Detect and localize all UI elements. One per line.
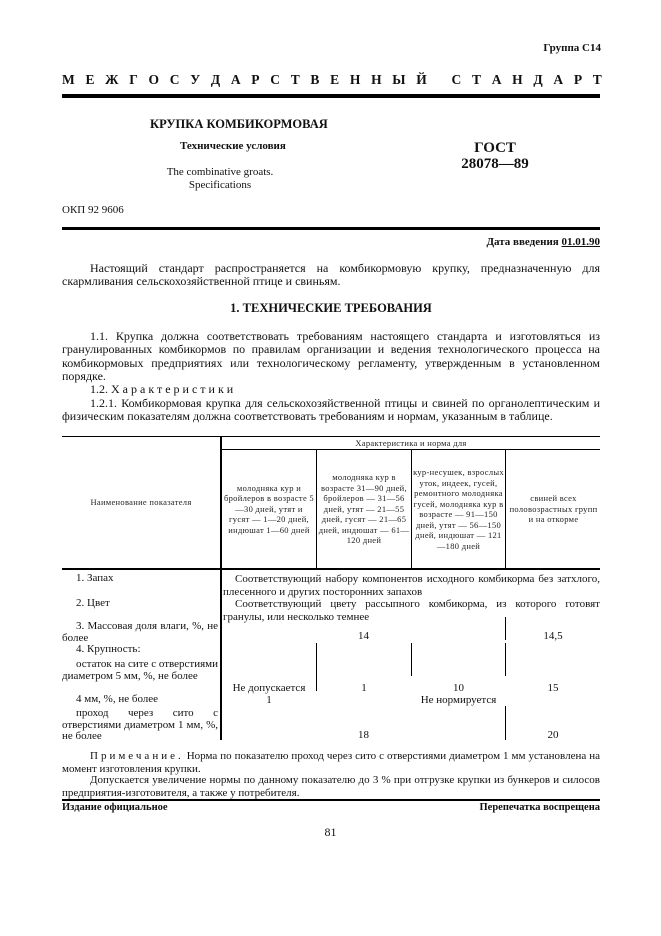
introduction-date — [486, 236, 600, 248]
banner-letter: Н — [512, 72, 523, 87]
banner-letter: М — [62, 72, 75, 87]
document-title: КРУПКА КОМБИКОРМОВАЯ — [150, 117, 328, 131]
banner-letter: Н — [371, 72, 382, 87]
banner-letter: А — [491, 72, 502, 87]
row-label-color: 2. Цвет — [76, 597, 110, 609]
okp-code: ОКП 92 9606 — [62, 204, 124, 216]
date-value: 01.01.90 — [561, 236, 600, 248]
row-label-moisture: 3. Массовая доля влаги, %, не более — [62, 620, 218, 644]
official-edition: Издание официальное — [62, 802, 168, 813]
banner-letter: Й — [416, 72, 427, 87]
col-divider-3 — [505, 449, 506, 568]
banner-letter: С — [270, 72, 280, 87]
residue-5mm-col1: Не допускается — [232, 682, 306, 694]
banner-letter: Ы — [392, 72, 406, 87]
clause-1-2-1: 1.2.1. Комбикормовая крупка для сельскохозяйственной птицы и свиней по органолептическим и физическим показателям должна соответствовать требованиям и нормам, указанным в таблице. — [62, 396, 600, 424]
banner-letter: Д — [533, 72, 543, 87]
banner-letter: У — [190, 72, 201, 87]
banner-letter: Т — [592, 72, 602, 87]
banner-letter: С — [451, 72, 462, 87]
date-label: Дата введения — [486, 236, 562, 248]
banner-letter: Т — [290, 72, 300, 87]
banner-letter: Г — [129, 72, 138, 87]
row-label-pass-1mm: проход через сито с отверстиями диаметром 1 мм, %, не более — [62, 707, 218, 742]
intro-paragraph: Настоящий стандарт распространяется на комбикормовую крупку, предназначенную для скармливания сельскохозяйственной птице и свиньям. — [62, 261, 600, 289]
row-label-residue-4mm: 4 мм, %, не более — [76, 693, 159, 705]
clause-1-2 — [62, 383, 600, 396]
banner-letter: Е — [85, 72, 95, 87]
banner-letter — [437, 72, 440, 88]
moisture-value-pigs: 14,5 — [543, 630, 563, 642]
col-divider-1 — [316, 449, 317, 568]
row-value-smell: Соответствующий набору компонентов исходного комбикорма без затхлого, плесенного и других посторонних запахов — [223, 573, 600, 598]
gost-label: ГОСТ — [474, 140, 516, 156]
document-subtitle: Технические условия — [180, 140, 286, 152]
col-header-name: Наименование показателя — [90, 497, 192, 508]
table-note-2: Допускается увеличение нормы по данному показателю до 3 % при отгрузке крупки из бункеров и силосов предприятия-изготовителя, а также у потребителя. — [62, 774, 600, 799]
header-rule — [62, 94, 600, 98]
moisture-value-birds: 14 — [358, 630, 369, 642]
standard-banner — [62, 72, 602, 88]
banner-letter: В — [310, 72, 320, 87]
note-label: Примечание. — [90, 750, 184, 762]
clause-1-2-number: 1.2. — [90, 382, 111, 396]
row-label-size: 4. Крупность: — [76, 643, 141, 655]
banner-letter: Р — [251, 72, 260, 87]
banner-letter: А — [553, 72, 564, 87]
body-divider-residue-3 — [505, 643, 506, 676]
english-title — [150, 166, 290, 192]
col-header-2: молодняка кур в возрасте 31—90 дней, бройлеров — 31—56 дней, утят — 21—55 дней, гусят — 21—65 дней, индюшат — 61—120 дней — [318, 472, 410, 546]
footer-rule — [62, 799, 600, 801]
table-note — [62, 750, 600, 775]
section-title: 1. ТЕХНИЧЕСКИЕ ТРЕБОВАНИЯ — [230, 301, 432, 315]
reprint-prohibited: Перепечатка воспрещена — [479, 802, 600, 813]
banner-letter: Ж — [105, 72, 119, 87]
clause-1-2-title: Характеристики — [111, 382, 237, 396]
residue-4mm-col1: 1 — [266, 694, 272, 706]
residue-5mm-col4: 15 — [547, 682, 559, 694]
col-divider-2 — [411, 449, 412, 568]
english-title-line2: Specifications — [188, 179, 252, 191]
gost-number: 28078—89 — [461, 156, 529, 172]
pass-1mm-pigs: 20 — [547, 729, 559, 741]
banner-letter: Р — [573, 72, 583, 87]
col-header-1: молодняка кур и бройлеров в возрасте 5—30 дней, утят и гусят — 1—20 дней, индюшат 1—60 дней — [224, 482, 314, 535]
body-divider-residue-2 — [411, 643, 412, 676]
row-value-color: Соответствующий цвету рассыпного комбикорма, из которого готовят гранулы, или несколько темнее — [223, 598, 600, 623]
row-label-residue-5mm: остаток на сите с отверстиями диаметром 5 мм, %, не более — [62, 658, 218, 682]
english-title-line1: The combinative groats. — [166, 166, 274, 178]
banner-letter: С — [169, 72, 180, 87]
banner-letter: Н — [349, 72, 361, 87]
banner-letter: Т — [472, 72, 482, 87]
banner-letter: Д — [210, 72, 221, 87]
col-header-3: кур-несушек, взрослых уток, индеек, гусей, ремонтного молодняка гусей, молодняка кур в возрасте — 91—150 дней, утят — 56—150 дней, индюшат — 121—180 дней — [413, 467, 504, 551]
note-text: Норма по показателю проход через сито с отверстиями диаметром 1 мм установлена на момент изготовления крупки. — [62, 750, 600, 775]
page-number: 81 — [324, 825, 337, 839]
banner-letter: О — [148, 72, 160, 87]
title-block-rule — [62, 227, 600, 230]
banner-letter: А — [230, 72, 241, 87]
col-header-4: свиней всех половозрастных групп и на откорме — [509, 493, 598, 525]
residue-5mm-col3: 10 — [453, 682, 464, 694]
residue-4mm-rest: Не нормируется — [420, 694, 497, 706]
banner-letter: Е — [330, 72, 340, 87]
group-code: Группа С14 — [543, 42, 601, 54]
row-label-smell: 1. Запах — [76, 572, 114, 584]
group-header: Характеристика и норма для — [355, 437, 467, 448]
pass-1mm-birds: 18 — [358, 729, 369, 741]
residue-5mm-col2: 1 — [361, 682, 367, 694]
header-bottom-border — [62, 568, 600, 570]
gost-designation — [440, 140, 550, 172]
clause-1-1: 1.1. Крупка должна соответствовать требованиям настоящего стандарта и изготовляться из гранулированных комбикормов по правилам организации и ведения технологического процесса на комбикормовых предприятиях или технологическому регламенту, утвержденным в установленном порядке. — [62, 329, 600, 383]
